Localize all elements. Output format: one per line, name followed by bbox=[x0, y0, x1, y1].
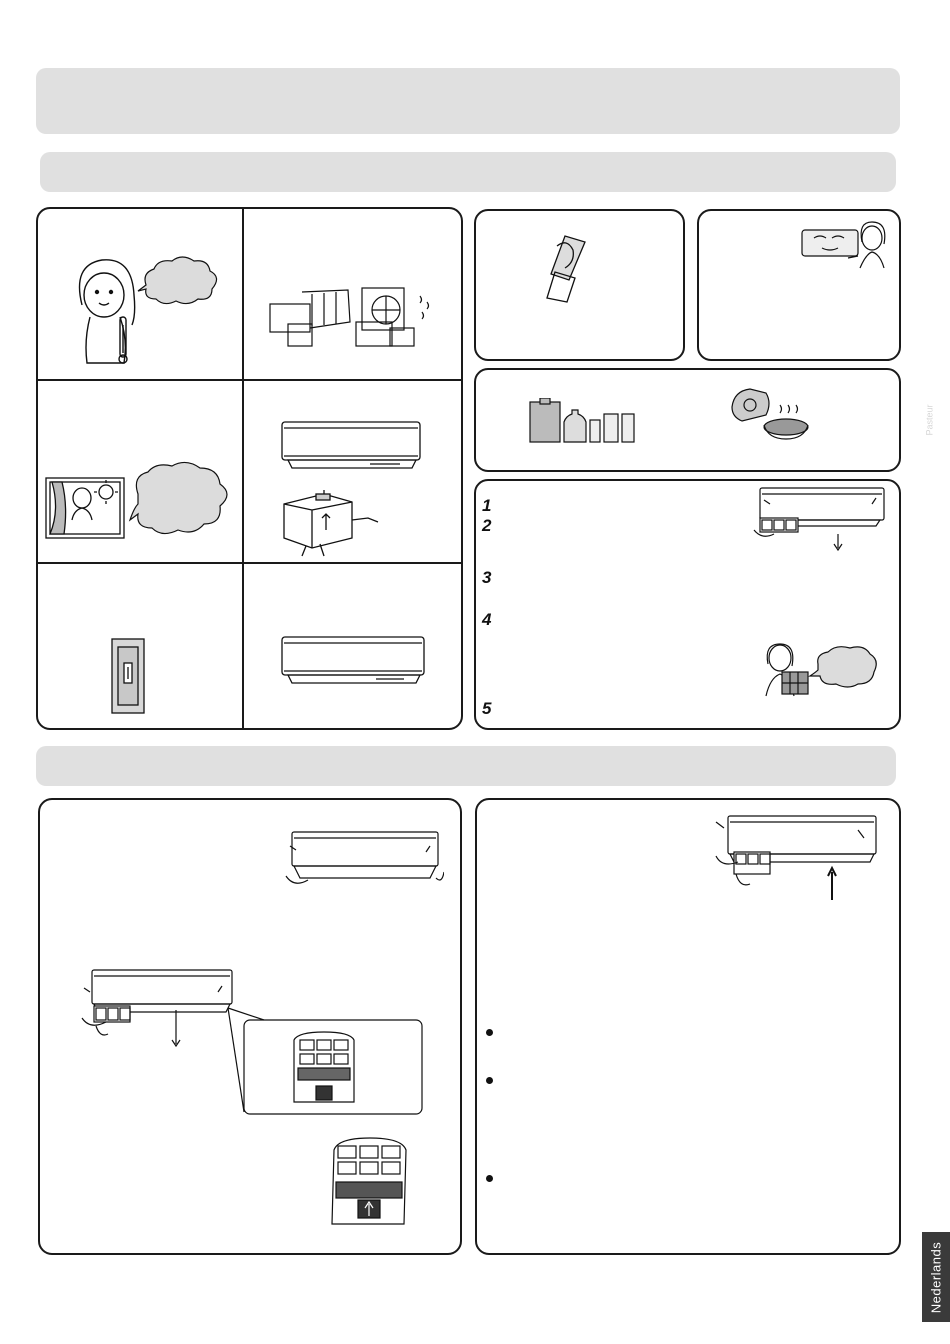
language-tab-label: Nederlands bbox=[928, 1241, 944, 1313]
section-header-maintenance bbox=[40, 152, 896, 192]
packed-units-icon bbox=[262, 282, 442, 354]
refit-filter-icon bbox=[712, 810, 882, 906]
step-number: 5 bbox=[482, 699, 492, 718]
grid-divider-vertical bbox=[242, 209, 244, 728]
air-filter-icon bbox=[328, 1136, 410, 1228]
speech-cloud-icon bbox=[138, 257, 217, 304]
remote-control-icon bbox=[276, 490, 386, 558]
circuit-breaker-icon bbox=[108, 637, 148, 715]
bullet-point bbox=[486, 1077, 493, 1084]
bullet-point bbox=[486, 1029, 493, 1036]
window-with-sun-icon bbox=[44, 460, 234, 544]
girl-with-filter-icon bbox=[752, 642, 880, 698]
bullet-point bbox=[486, 1175, 493, 1182]
language-tab[interactable] bbox=[922, 1232, 950, 1322]
speech-cloud-icon bbox=[810, 647, 876, 687]
grid-divider-horizontal-2 bbox=[38, 562, 461, 564]
grid-divider-horizontal-1 bbox=[38, 379, 461, 381]
indoor-unit-icon bbox=[280, 633, 428, 689]
ghost-watermark: Pasteur bbox=[924, 404, 935, 436]
step-number: 2 bbox=[482, 516, 492, 535]
warm-water-icon bbox=[728, 387, 812, 441]
cleaning-cloth-icon bbox=[545, 228, 589, 304]
speech-cloud-icon bbox=[130, 462, 227, 533]
step-number: 4 bbox=[482, 610, 492, 629]
open-panel-remove-filter-icon bbox=[744, 484, 888, 554]
air-filter-icon bbox=[294, 1032, 354, 1102]
title-banner bbox=[36, 68, 900, 134]
filter-detail-callout bbox=[224, 1004, 424, 1118]
detergent-bottles-icon bbox=[528, 398, 638, 444]
girl-with-thermometer-icon bbox=[62, 245, 222, 370]
indoor-unit-icon bbox=[280, 418, 424, 474]
remove-filter-icon bbox=[76, 966, 236, 1050]
open-front-panel-icon bbox=[280, 828, 444, 888]
step-number: 1 bbox=[482, 496, 492, 515]
section-header-filter-cleaning bbox=[36, 746, 896, 786]
girl-with-display-icon bbox=[800, 218, 890, 274]
step-number: 3 bbox=[482, 568, 492, 587]
